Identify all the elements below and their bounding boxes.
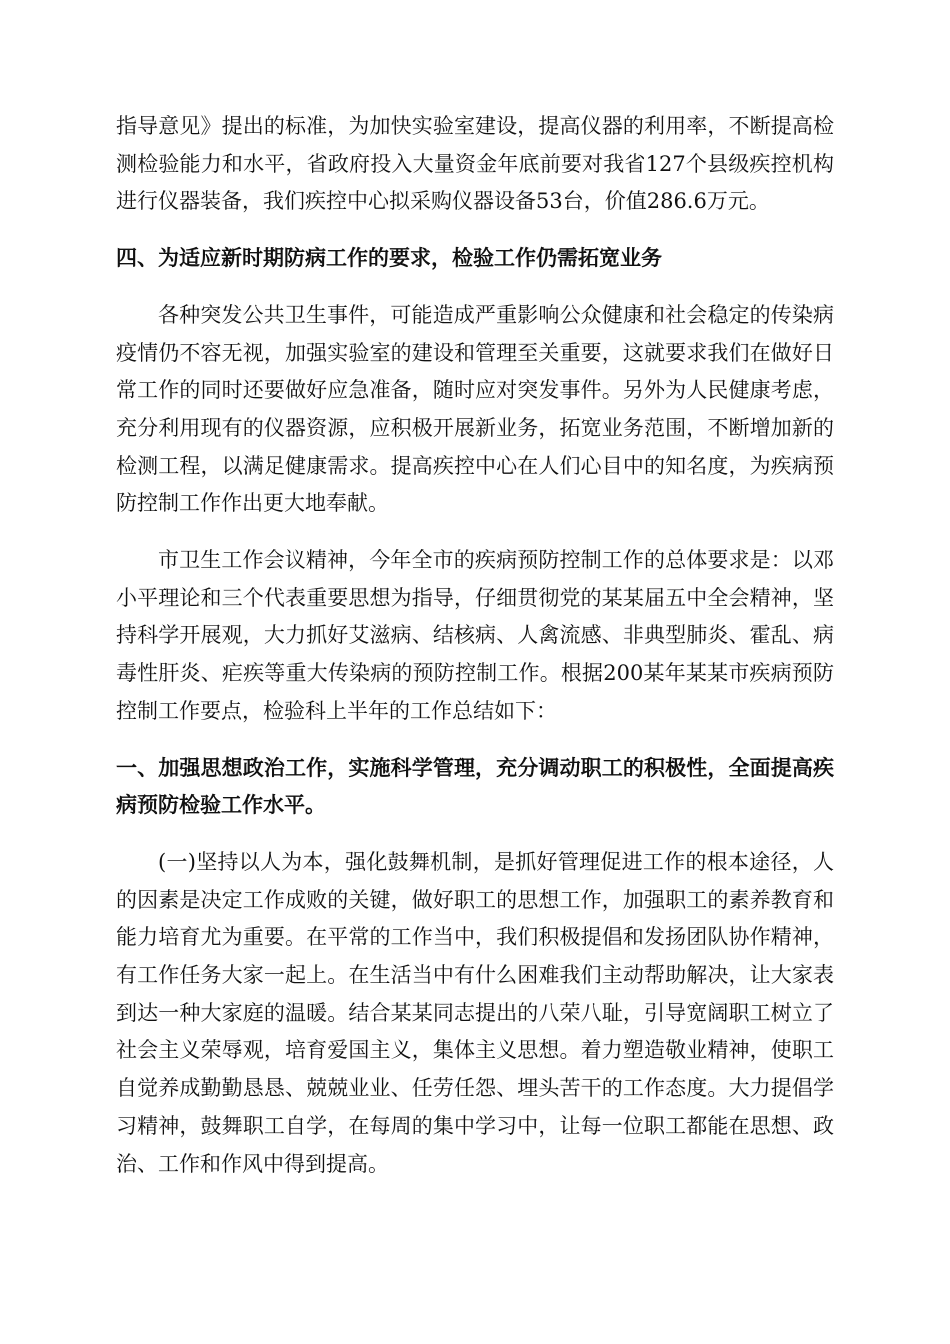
paragraph-meeting-spirit: 市卫生工作会议精神，今年全市的疾病预防控制工作的总体要求是：以邓小平理论和三个代表重要思想为指导，仔细贯彻党的某某届五中全会精神，坚持科学开展观，大力抓好艾滋病、结核病、人禽流感、非典型肺炎、霍乱、病毒性肝炎、疟疾等重大传染病的预防控制工作。根据200某年某某市疾病预防控制工作要点，检验科上半年的工作总结如下： [116,548,834,723]
document-page [116,108,834,1183]
section-heading-1: 一、加强思想政治工作，实施科学管理，充分调动职工的积极性，全面提高疾病预防检验工作水平。 [116,755,834,818]
paragraph-continuation: 指导意见》提出的标准，为加快实验室建设，提高仪器的利用率，不断提高检测检验能力和水平，省政府投入大量资金年底前要对我省127个县级疾控机构进行仪器装备，我们疾控中心拟采购仪器设备53台，价值286.6万元。 [116,114,834,214]
paragraph-public-health-events: 各种突发公共卫生事件，可能造成严重影响公众健康和社会稳定的传染病疫情仍不容无视，加强实验室的建设和管理至关重要，这就要求我们在做好日常工作的同时还要做好应急准备，随时应对突发事件。另外为人民健康考虑，充分利用现有的仪器资源，应积极开展新业务，拓宽业务范围，不断增加新的检测工程，以满足健康需求。提高疾控中心在人们心目中的知名度，为疾病预防控制工作作出更大地奉献。 [116,302,834,516]
paragraph-people-oriented: (一)坚持以人为本，强化鼓舞机制，是抓好管理促进工作的根本途径，人的因素是决定工作成败的关键，做好职工的思想工作，加强职工的素养教育和能力培育尤为重要。在平常的工作当中，我们积极提倡和发扬团队协作精神，有工作任务大家一起上。在生活当中有什么困难我们主动帮助解决，让大家表到达一种大家庭的温暖。结合某某同志提出的八荣八耻，引导宽阔职工树立了社会主义荣辱观，培育爱国主义，集体主义思想。着力塑造敬业精神，使职工自觉养成勤勤恳恳、兢兢业业、任劳任怨、埋头苦干的工作态度。大力提倡学习精神，鼓舞职工自学，在每周的集中学习中，让每一位职工都能在思想、政治、工作和作风中得到提高。 [116,849,834,1176]
section-heading-4: 四、为适应新时期防病工作的要求，检验工作仍需拓宽业务 [116,246,662,271]
